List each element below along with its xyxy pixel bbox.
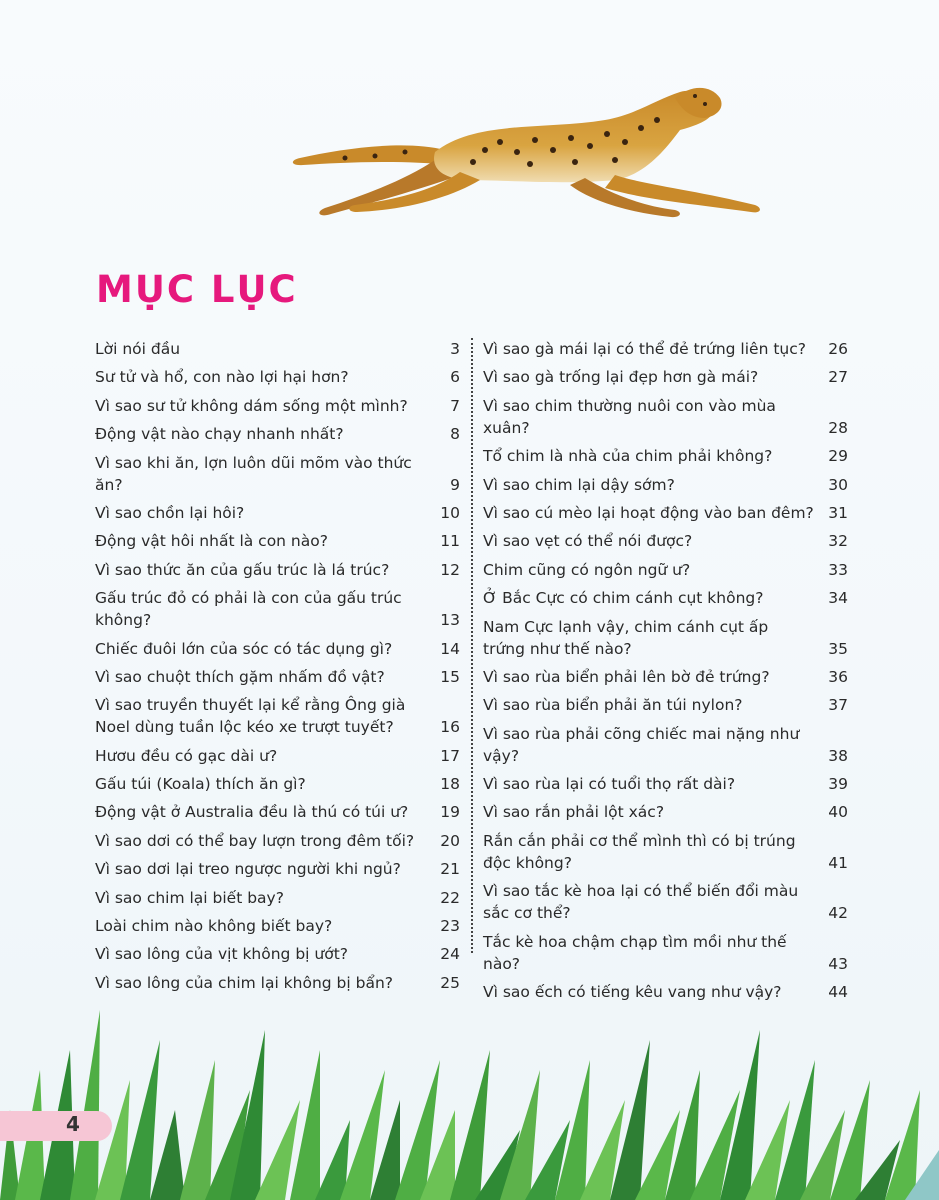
toc-entry-title: Vì sao dơi lại treo ngược người khi ngủ?: [95, 860, 401, 879]
toc-entry[interactable]: [483, 559, 848, 581]
toc-entry-title: Lời nói đầu: [95, 340, 181, 358]
toc-entry-title: Vì sao gà mái lại có thể đẻ trứng liên tục?: [483, 340, 806, 358]
toc-entry[interactable]: [95, 395, 460, 417]
toc-entry-title: Gấu túi (Koala) thích ăn gì?: [95, 775, 306, 794]
toc-entry[interactable]: [483, 931, 848, 975]
toc-entry-page: 22: [440, 888, 460, 907]
toc-entry-title: Vì sao rùa biển phải lên bờ đẻ trứng?: [483, 667, 770, 686]
toc-entry-title: Tổ chim là nhà của chim phải không?: [483, 447, 773, 466]
toc-entry-title: Động vật ở Australia đều là thú có túi ư?: [95, 803, 409, 822]
toc-entry-page: 8: [450, 425, 460, 444]
toc-entry-title: Sư tử và hổ, con nào lợi hại hơn?: [95, 368, 349, 387]
toc-entry-title: Vì sao rùa phải cõng chiếc mai nặng như vậy?: [483, 724, 800, 765]
toc-entry[interactable]: [483, 880, 848, 924]
page-title: MỤC LỤC: [96, 268, 298, 311]
toc-entry-page: 12: [440, 560, 460, 579]
toc-entry[interactable]: [483, 666, 848, 688]
toc-entry-page: 28: [828, 418, 848, 437]
toc-entry-title: Chiếc đuôi lớn của sóc có tác dụng gì?: [95, 639, 393, 658]
toc-entry-page: 17: [440, 746, 460, 765]
toc-entry[interactable]: [483, 694, 848, 716]
column-divider: [471, 338, 473, 953]
toc-entry-title: Động vật nào chạy nhanh nhất?: [95, 425, 344, 444]
toc-entry[interactable]: [483, 723, 848, 767]
toc-entry-page: 14: [440, 639, 460, 658]
toc-entry-title: Vì sao chuột thích gặm nhấm đồ vật?: [95, 667, 385, 686]
toc-entry[interactable]: [483, 530, 848, 552]
toc-entry-title: Rắn cắn phải cơ thể mình thì có bị trúng độc không?: [483, 831, 796, 872]
toc-entry[interactable]: [483, 474, 848, 496]
toc-entry[interactable]: [95, 530, 460, 552]
toc-entry-title: Vì sao rùa biển phải ăn túi nylon?: [483, 696, 743, 715]
toc-entry-title: Tắc kè hoa chậm chạp tìm mồi như thế nào?: [483, 932, 787, 973]
toc-entry[interactable]: [95, 666, 460, 688]
toc-entry[interactable]: [95, 801, 460, 823]
toc-entry-page: 40: [828, 803, 848, 822]
toc-entry[interactable]: [95, 452, 460, 496]
toc-entry-title: Vì sao tắc kè hoa lại có thể biến đổi màu sắc cơ thể?: [483, 882, 799, 923]
toc-entry-title: Vì sao chim lại dậy sớm?: [483, 475, 675, 494]
toc-entry-title: Ở Bắc Cực có chim cánh cụt không?: [483, 589, 764, 608]
toc-entry-page: 16: [440, 718, 460, 737]
toc-entry[interactable]: [95, 587, 460, 631]
toc-entry-page: 27: [828, 368, 848, 387]
toc-entry-page: 10: [440, 503, 460, 522]
toc-entry-title: Vì sao chim lại biết bay?: [95, 888, 284, 907]
toc-entry-title: Vì sao sư tử không dám sống một mình?: [95, 396, 408, 415]
toc-entry-page: 39: [828, 775, 848, 794]
toc-entry[interactable]: [95, 694, 460, 738]
toc-entry[interactable]: [483, 801, 848, 823]
toc-entry-page: 23: [440, 917, 460, 936]
toc-entry-page: 35: [828, 639, 848, 658]
toc-entry-page: 20: [440, 831, 460, 850]
toc-entry[interactable]: [483, 773, 848, 795]
toc-entry-title: Vì sao gà trống lại đẹp hơn gà mái?: [483, 368, 759, 387]
toc-entry-page: 38: [828, 746, 848, 765]
toc-entry-page: 15: [440, 667, 460, 686]
toc-entry-page: 37: [828, 696, 848, 715]
toc-entry-title: Vì sao rắn phải lột xác?: [483, 803, 665, 822]
toc-entry[interactable]: [95, 745, 460, 767]
page-number-tab: [0, 1111, 112, 1141]
toc-entry[interactable]: [95, 773, 460, 795]
toc-entry[interactable]: [483, 587, 848, 609]
toc-entry-page: 11: [440, 532, 460, 551]
toc-entry-page: 43: [828, 954, 848, 973]
toc-entry-page: 29: [828, 447, 848, 466]
toc-entry[interactable]: [95, 366, 460, 388]
toc-entry-page: 6: [450, 368, 460, 387]
toc-entry-page: 18: [440, 775, 460, 794]
toc-entry[interactable]: [95, 915, 460, 937]
toc-entry-page: 30: [828, 475, 848, 494]
toc-entry-page: 32: [828, 532, 848, 551]
toc-entry-title: Vì sao dơi có thể bay lượn trong đêm tối?: [95, 831, 415, 850]
toc-entry[interactable]: [95, 830, 460, 852]
toc-entry-title: Vì sao chồn lại hôi?: [95, 503, 245, 522]
toc-entry-page: 44: [828, 983, 848, 1002]
toc-entry-page: 41: [828, 853, 848, 872]
toc-entry-title: Động vật hôi nhất là con nào?: [95, 532, 328, 551]
toc-entry-page: 19: [440, 803, 460, 822]
toc-entry-title: Vì sao vẹt có thể nói được?: [483, 532, 693, 551]
toc-entry-title: Vì sao cú mèo lại hoạt động vào ban đêm?: [483, 503, 814, 522]
toc-entry[interactable]: [483, 616, 848, 660]
toc-entry[interactable]: [95, 858, 460, 880]
toc-entry-title: Vì sao lông của chim lại không bị bẩn?: [95, 973, 394, 992]
toc-entry-title: Vì sao rùa lại có tuổi thọ rất dài?: [483, 775, 736, 794]
page-number: 4: [66, 1112, 80, 1136]
toc-entry[interactable]: [483, 445, 848, 467]
toc-entry[interactable]: [95, 638, 460, 660]
toc-entry-page: 31: [828, 503, 848, 522]
toc-entry[interactable]: [95, 502, 460, 524]
toc-entry[interactable]: [95, 338, 460, 360]
toc-entry-page: 3: [450, 340, 460, 358]
toc-entry[interactable]: [95, 943, 460, 965]
toc-entry[interactable]: [95, 559, 460, 581]
toc-entry-title: Nam Cực lạnh vậy, chim cánh cụt ấp trứng như thế nào?: [483, 617, 769, 658]
grass-decoration: [0, 990, 939, 1200]
toc-entry[interactable]: [483, 830, 848, 874]
toc-entry-title: Loài chim nào không biết bay?: [95, 917, 333, 936]
toc-right-column: [483, 338, 848, 1009]
toc-entry[interactable]: [483, 502, 848, 524]
toc-entry-page: 25: [440, 973, 460, 992]
toc-entry[interactable]: [95, 887, 460, 909]
toc-entry-title: Vì sao chim thường nuôi con vào mùa xuân?: [483, 396, 776, 437]
toc-entry-title: Hươu đều có gạc dài ư?: [95, 746, 278, 765]
toc-entry-page: 9: [450, 475, 460, 494]
toc-entry-title: Vì sao khi ăn, lợn luôn dũi mõm vào thức ăn?: [95, 453, 412, 494]
toc-entry-title: Vì sao ếch có tiếng kêu vang như vậy?: [483, 983, 782, 1002]
toc-entry-page: 33: [828, 560, 848, 579]
toc-entry[interactable]: [95, 423, 460, 445]
toc-entry-page: 24: [440, 945, 460, 964]
toc-entry-page: 7: [450, 396, 460, 415]
toc-entry-title: Chim cũng có ngôn ngữ ư?: [483, 560, 691, 579]
toc-entry-page: 42: [828, 904, 848, 923]
toc-left-column: [95, 338, 460, 1000]
toc-entry[interactable]: [483, 338, 848, 360]
toc-entry-page: 13: [440, 611, 460, 630]
cheetah-illustration: [285, 80, 765, 220]
toc-entry[interactable]: [483, 395, 848, 439]
toc-entry-title: Vì sao truyền thuyết lại kể rằng Ông già Noel dùng tuần lộc kéo xe trượt tuyết?: [95, 696, 406, 737]
toc-entry-title: Vì sao lông của vịt không bị ướt?: [95, 945, 349, 964]
toc-entry-page: 21: [440, 860, 460, 879]
toc-entry-page: 34: [828, 589, 848, 608]
toc-entry-title: Gấu trúc đỏ có phải là con của gấu trúc không?: [95, 589, 402, 630]
toc-entry[interactable]: [483, 366, 848, 388]
toc-entry-title: Vì sao thức ăn của gấu trúc là lá trúc?: [95, 560, 390, 579]
toc-entry-page: 26: [828, 340, 848, 358]
toc-entry-page: 36: [828, 667, 848, 686]
